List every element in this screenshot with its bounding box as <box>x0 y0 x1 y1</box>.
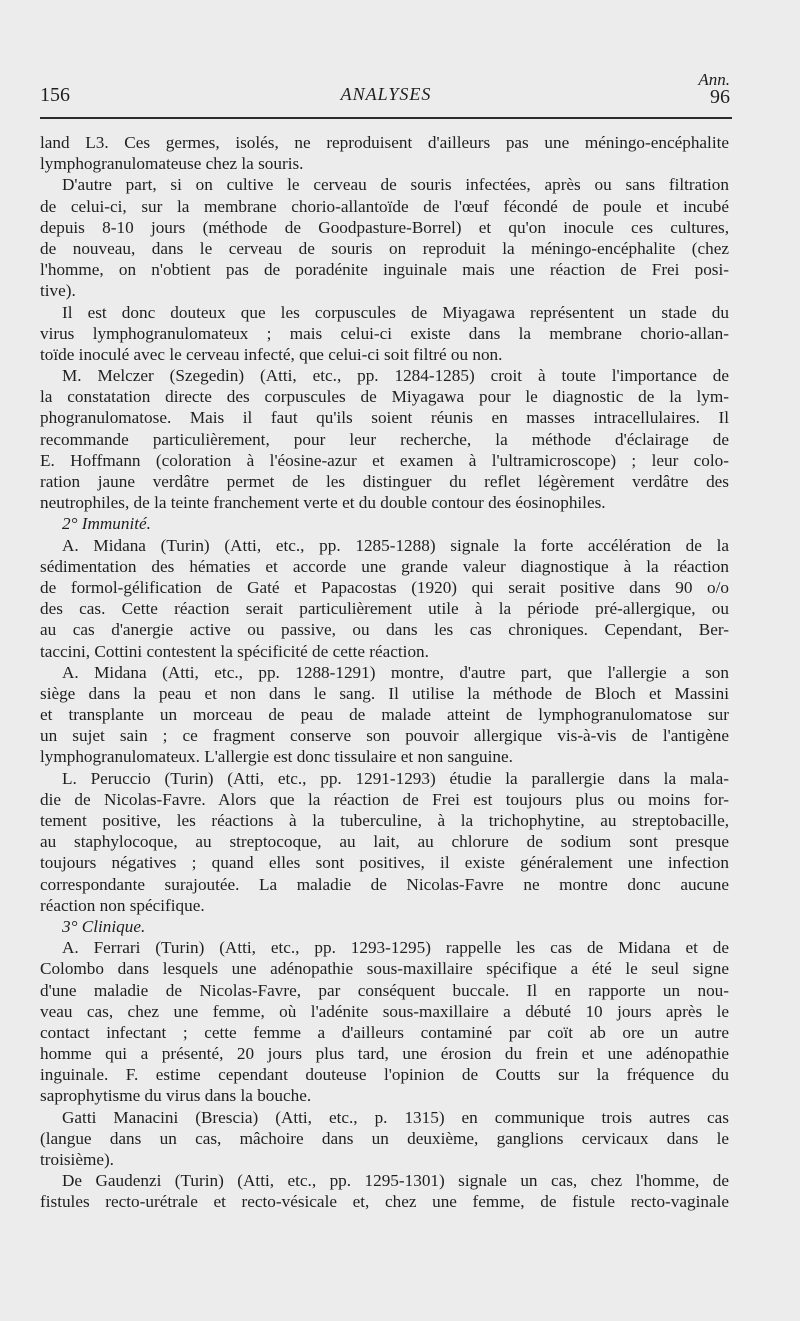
running-title: ANALYSES <box>340 84 432 104</box>
text-line: lymphogranulomateux. L'allergie est donc tissulaire et non sanguine. <box>40 747 513 767</box>
text-line: de celui-ci, sur la membrane chorio-allantoïde de l'œuf fécondé de poule et incubé <box>40 196 729 216</box>
section-heading: 2° Immunité. <box>62 514 151 534</box>
section-heading: 3° Clinique. <box>62 916 146 936</box>
text-line: un sujet sain ; ce fragment conserve son pouvoir allergique vis-à-vis de l'antigène <box>40 726 729 746</box>
text-line: correspondante surajoutée. La maladie de Nicolas-Favre ne montre donc aucune <box>40 874 729 894</box>
text-line: land L3. Ces germes, isolés, ne reproduisent d'ailleurs pas une méningo-encéphalite <box>40 133 729 152</box>
text-line: phogranulomatose. Mais il faut qu'ils soient réunis en masses intracellulaires. Il <box>40 408 729 428</box>
text-line: réaction non spécifique. <box>40 895 205 915</box>
text-line: tement positive, les réactions à la tuberculine, à la trichophytine, au streptobacille, <box>40 811 729 830</box>
text-line: Colombo dans lesquels une adénopathie sous-maxillaire spécifique a été le seul signe <box>40 959 729 979</box>
text-line: la constatation directe des corpuscules de Miyagawa pour le diagnostic de la lym- <box>40 387 729 407</box>
page-number: 156 <box>40 84 70 106</box>
text-line: au cas d'anergie active ou passive, ou dans les cas chroniques. Cependant, Ber- <box>40 620 729 640</box>
text-line: depuis 8-10 jours (méthode de Goodpasture-Borrel) et qu'on inocule ces cultures, <box>40 217 729 237</box>
text-line: virus lymphogranulomateux ; mais celui-ci existe dans la membrane chorio-allan- <box>40 323 729 343</box>
text-line: lymphogranulomateuse chez la souris. <box>40 154 304 174</box>
text-line: A. Midana (Atti, etc., pp. 1288-1291) montre, d'autre part, que l'allergie a son <box>62 662 729 682</box>
margin-annotation: Ann. <box>698 70 730 89</box>
text-line: D'autre part, si on cultive le cerveau de souris infectées, après ou sans filtration <box>62 175 729 195</box>
text-line: l'homme, on n'obtient pas de poradénite inguinale mais une réaction de Frei posi- <box>40 260 729 280</box>
text-body <box>40 132 729 1213</box>
text-line: A. Ferrari (Turin) (Atti, etc., pp. 1293-1295) rappelle les cas de Midana et de <box>62 938 729 958</box>
text-line: et transplante un morceau de peau de malade atteint de lymphogranulomatose sur <box>40 705 729 725</box>
page-header <box>40 72 732 112</box>
text-line: sédimentation des hématies et accorde une grande valeur diagnostique à la réaction <box>40 556 729 576</box>
text-line: d'une maladie de Nicolas-Favre, par conséquent buccale. Il en rapporte un nou- <box>40 980 729 1000</box>
text-line: L. Peruccio (Turin) (Atti, etc., pp. 1291-1293) étudie la parallergie dans la mala- <box>62 768 729 788</box>
text-line: die de Nicolas-Favre. Alors que la réaction de Frei est toujours plus ou moins for- <box>40 789 729 809</box>
text-line: tive). <box>40 281 76 301</box>
text-line: A. Midana (Turin) (Atti, etc., pp. 1285-1288) signale la forte accélération de la <box>62 535 729 555</box>
text-line: au staphylocoque, au streptocoque, au lait, au chlorure de sodium sont presque <box>40 832 729 852</box>
text-line: fistules recto-urétrale et recto-vésicale et, chez une femme, de fistule recto-vaginale <box>40 1192 729 1212</box>
text-line: homme qui a présenté, 20 jours plus tard, une érosion du frein et une adénopathie <box>40 1044 729 1064</box>
text-line: des cas. Cette réaction serait particulièrement utile à la période pré-allergique, ou <box>40 599 729 619</box>
text-line: Il est donc douteux que les corpuscules de Miyagawa représentent un stade du <box>62 302 729 322</box>
text-line: neutrophiles, de la teinte franchement verte et du double contour des éosinophiles. <box>40 493 606 513</box>
text-line: (langue dans un cas, mâchoire dans un deuxième, ganglions cervicaux dans le <box>40 1128 729 1148</box>
text-line: siège dans la peau et non dans le sang. Il utilise la méthode de Bloch et Massini <box>40 683 729 703</box>
text-line: De Gaudenzi (Turin) (Atti, etc., pp. 1295-1301) signale un cas, chez l'homme, de <box>62 1171 729 1191</box>
text-line: de formol-gélification de Gaté et Papacostas (1920) qui serait positive dans 90 o/o <box>40 577 729 597</box>
text-line: Gatti Manacini (Brescia) (Atti, etc., p. 1315) en communique trois autres cas <box>62 1107 729 1127</box>
margin-annotation-number: 96 <box>710 86 730 108</box>
text-line: troisième). <box>40 1150 114 1169</box>
text-line: toujours négatives ; quand elles sont positives, il existe généralement une infection <box>40 853 729 873</box>
text-line: veau cas, chez une femme, où l'adénite sous-maxillaire a débuté 10 jours après le <box>40 1001 729 1021</box>
text-line: de nouveau, dans le cerveau de souris on reproduit la méningo-encéphalite (chez <box>40 238 729 258</box>
text-line: taccini, Cottini contestent la spécificité de cette réaction. <box>40 641 429 661</box>
text-line: recommande particulièrement, pour leur recherche, la méthode d'éclairage de <box>40 429 729 449</box>
text-line: inguinale. F. estime cependant douteuse l'opinion de Coutts sur la fréquence du <box>40 1065 729 1085</box>
text-line: toïde inoculé avec le cerveau infecté, que celui-ci soit filtré ou non. <box>40 344 503 364</box>
text-line: M. Melczer (Szegedin) (Atti, etc., pp. 1284-1285) croit à toute l'importance de <box>62 366 729 386</box>
text-line: ration jaune verdâtre permet de les distinguer du reflet légèrement verdâtre des <box>40 472 729 491</box>
text-line: E. Hoffmann (coloration à l'éosine-azur et examen à l'ultramicroscope) ; leur colo- <box>40 450 729 470</box>
header-rule <box>40 117 732 119</box>
text-line: saprophytisme du virus dans la bouche. <box>40 1086 312 1106</box>
text-line: contact infectant ; cette femme a d'ailleurs contaminé par coït ab ore un autre <box>40 1022 729 1042</box>
